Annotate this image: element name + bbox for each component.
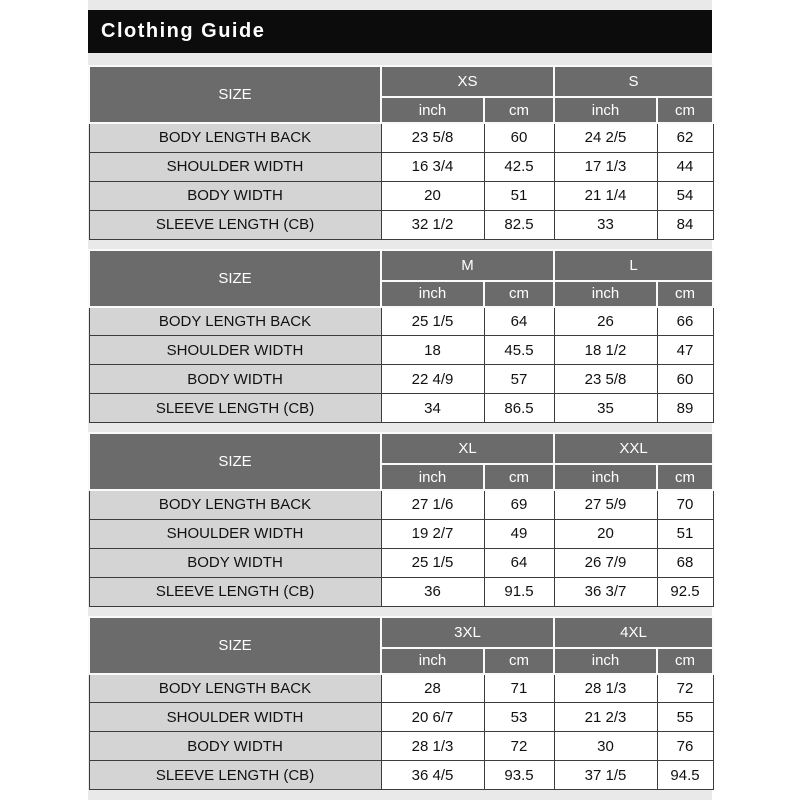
unit-header: cm xyxy=(484,464,554,490)
measurement-value: 28 xyxy=(381,674,484,703)
measurement-row xyxy=(89,181,713,210)
measurement-value: 60 xyxy=(484,123,554,152)
measurement-value: 72 xyxy=(484,732,554,761)
measurement-value: 64 xyxy=(484,548,554,577)
measurement-value: 34 xyxy=(381,394,484,423)
size-group-header: S xyxy=(554,66,713,97)
measurement-value: 60 xyxy=(657,365,713,394)
measurement-value: 36 xyxy=(381,577,484,606)
measurement-value: 47 xyxy=(657,336,713,365)
measurement-value: 66 xyxy=(657,307,713,336)
unit-header: inch xyxy=(381,464,484,490)
clothing-guide-panel xyxy=(88,0,712,800)
measurement-value: 89 xyxy=(657,394,713,423)
measurement-label: BODY LENGTH BACK xyxy=(89,307,381,336)
measurement-value: 53 xyxy=(484,703,554,732)
measurement-value: 33 xyxy=(554,210,657,239)
unit-header: inch xyxy=(554,648,657,674)
measurement-label: SLEEVE LENGTH (CB) xyxy=(89,210,381,239)
unit-header: inch xyxy=(381,97,484,123)
measurement-label: SLEEVE LENGTH (CB) xyxy=(89,761,381,790)
unit-header: cm xyxy=(484,281,554,307)
measurement-row xyxy=(89,732,713,761)
measurement-value: 21 1/4 xyxy=(554,181,657,210)
size-column-header: SIZE xyxy=(89,617,381,674)
measurement-value: 44 xyxy=(657,152,713,181)
measurement-value: 84 xyxy=(657,210,713,239)
measurement-value: 68 xyxy=(657,548,713,577)
measurement-row xyxy=(89,307,713,336)
measurement-value: 18 1/2 xyxy=(554,336,657,365)
measurement-label: SLEEVE LENGTH (CB) xyxy=(89,394,381,423)
measurement-value: 21 2/3 xyxy=(554,703,657,732)
measurement-value: 17 1/3 xyxy=(554,152,657,181)
size-group-header: 4XL xyxy=(554,617,713,648)
unit-header: cm xyxy=(657,97,713,123)
size-table xyxy=(88,432,714,607)
unit-header: cm xyxy=(657,648,713,674)
measurement-value: 25 1/5 xyxy=(381,307,484,336)
measurement-value: 82.5 xyxy=(484,210,554,239)
unit-header: cm xyxy=(657,464,713,490)
measurement-value: 36 4/5 xyxy=(381,761,484,790)
measurement-label: BODY WIDTH xyxy=(89,732,381,761)
measurement-row xyxy=(89,519,713,548)
measurement-value: 94.5 xyxy=(657,761,713,790)
measurement-row xyxy=(89,548,713,577)
measurement-value: 91.5 xyxy=(484,577,554,606)
measurement-row xyxy=(89,336,713,365)
measurement-value: 20 xyxy=(554,519,657,548)
measurement-value: 51 xyxy=(657,519,713,548)
unit-header: cm xyxy=(484,97,554,123)
measurement-value: 28 1/3 xyxy=(381,732,484,761)
measurement-value: 19 2/7 xyxy=(381,519,484,548)
measurement-value: 70 xyxy=(657,490,713,519)
unit-header: inch xyxy=(554,464,657,490)
measurement-value: 27 5/9 xyxy=(554,490,657,519)
size-group-header: 3XL xyxy=(381,617,554,648)
measurement-value: 20 6/7 xyxy=(381,703,484,732)
measurement-value: 27 1/6 xyxy=(381,490,484,519)
measurement-value: 37 1/5 xyxy=(554,761,657,790)
size-group-header: XL xyxy=(381,433,554,464)
size-column-header: SIZE xyxy=(89,250,381,307)
measurement-value: 24 2/5 xyxy=(554,123,657,152)
measurement-value: 92.5 xyxy=(657,577,713,606)
measurement-label: SHOULDER WIDTH xyxy=(89,336,381,365)
measurement-value: 32 1/2 xyxy=(381,210,484,239)
unit-header: inch xyxy=(381,648,484,674)
measurement-value: 51 xyxy=(484,181,554,210)
measurement-value: 93.5 xyxy=(484,761,554,790)
measurement-label: SHOULDER WIDTH xyxy=(89,703,381,732)
measurement-value: 30 xyxy=(554,732,657,761)
size-group-header: XXL xyxy=(554,433,713,464)
measurement-value: 62 xyxy=(657,123,713,152)
measurement-value: 26 7/9 xyxy=(554,548,657,577)
unit-header: inch xyxy=(554,281,657,307)
measurement-row xyxy=(89,761,713,790)
measurement-row xyxy=(89,577,713,606)
measurement-label: BODY WIDTH xyxy=(89,548,381,577)
measurement-row xyxy=(89,394,713,423)
measurement-value: 22 4/9 xyxy=(381,365,484,394)
size-column-header: SIZE xyxy=(89,66,381,123)
measurement-label: BODY LENGTH BACK xyxy=(89,123,381,152)
measurement-row xyxy=(89,365,713,394)
page-title: Clothing Guide xyxy=(101,20,266,42)
measurement-value: 20 xyxy=(381,181,484,210)
measurement-value: 72 xyxy=(657,674,713,703)
measurement-row xyxy=(89,703,713,732)
unit-header: cm xyxy=(657,281,713,307)
measurement-value: 45.5 xyxy=(484,336,554,365)
measurement-value: 23 5/8 xyxy=(554,365,657,394)
size-group-header: XS xyxy=(381,66,554,97)
measurement-value: 86.5 xyxy=(484,394,554,423)
measurement-value: 49 xyxy=(484,519,554,548)
measurement-value: 54 xyxy=(657,181,713,210)
size-table xyxy=(88,249,714,424)
size-table xyxy=(88,616,714,791)
measurement-label: BODY LENGTH BACK xyxy=(89,674,381,703)
measurement-label: SHOULDER WIDTH xyxy=(89,152,381,181)
measurement-value: 35 xyxy=(554,394,657,423)
measurement-row xyxy=(89,152,713,181)
size-group-header: M xyxy=(381,250,554,281)
measurement-value: 36 3/7 xyxy=(554,577,657,606)
measurement-label: SHOULDER WIDTH xyxy=(89,519,381,548)
measurement-value: 42.5 xyxy=(484,152,554,181)
measurement-value: 71 xyxy=(484,674,554,703)
measurement-row xyxy=(89,210,713,239)
measurement-label: BODY WIDTH xyxy=(89,365,381,394)
measurement-value: 18 xyxy=(381,336,484,365)
measurement-label: BODY LENGTH BACK xyxy=(89,490,381,519)
size-table xyxy=(88,65,714,240)
measurement-value: 28 1/3 xyxy=(554,674,657,703)
measurement-value: 57 xyxy=(484,365,554,394)
measurement-value: 25 1/5 xyxy=(381,548,484,577)
measurement-row xyxy=(89,123,713,152)
unit-header: inch xyxy=(381,281,484,307)
measurement-value: 76 xyxy=(657,732,713,761)
section-title-bar xyxy=(88,10,712,53)
measurement-value: 55 xyxy=(657,703,713,732)
measurement-row xyxy=(89,490,713,519)
measurement-row xyxy=(89,674,713,703)
measurement-value: 26 xyxy=(554,307,657,336)
measurement-value: 23 5/8 xyxy=(381,123,484,152)
measurement-label: SLEEVE LENGTH (CB) xyxy=(89,577,381,606)
measurement-value: 16 3/4 xyxy=(381,152,484,181)
size-tables-container xyxy=(88,65,712,790)
size-group-header: L xyxy=(554,250,713,281)
unit-header: inch xyxy=(554,97,657,123)
unit-header: cm xyxy=(484,648,554,674)
measurement-value: 69 xyxy=(484,490,554,519)
measurement-value: 64 xyxy=(484,307,554,336)
measurement-label: BODY WIDTH xyxy=(89,181,381,210)
size-column-header: SIZE xyxy=(89,433,381,490)
